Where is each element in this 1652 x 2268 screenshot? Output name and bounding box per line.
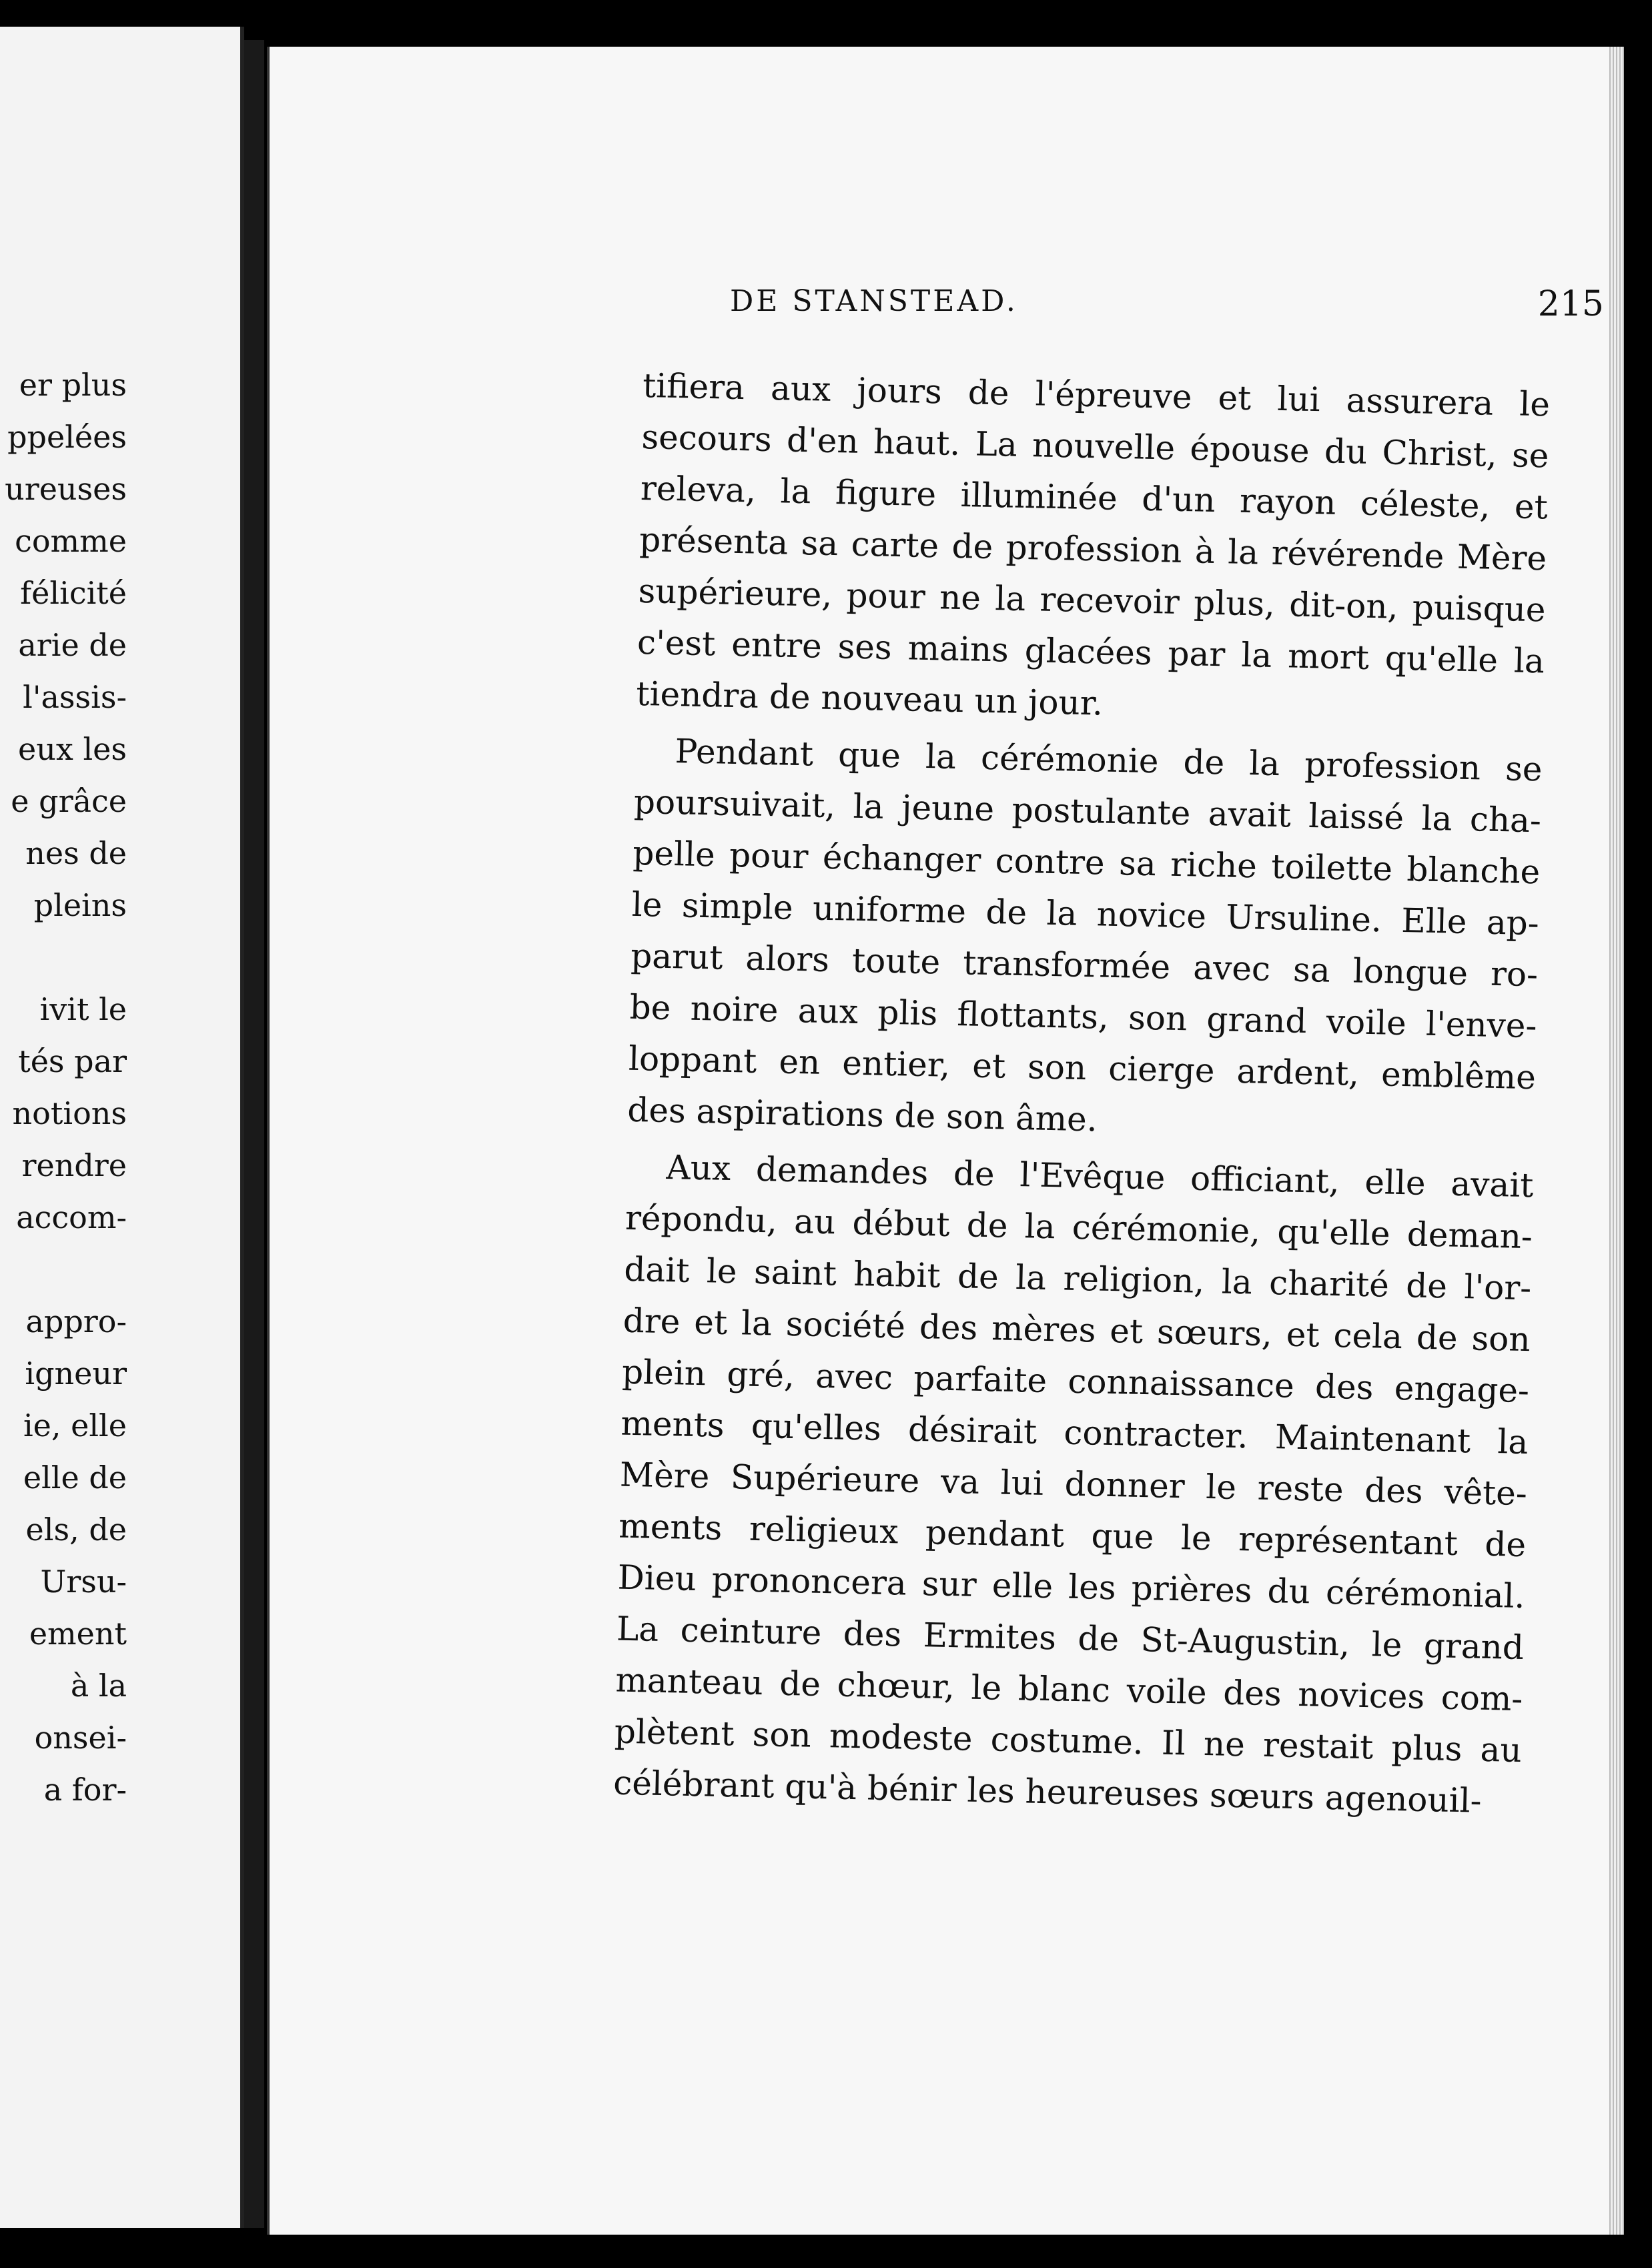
previous-page-line: ement bbox=[29, 1616, 127, 1652]
text-line: releva, la figure illuminée d'un rayon céleste, et bbox=[640, 468, 1549, 527]
previous-page-line: ureuses bbox=[5, 471, 127, 507]
running-header bbox=[730, 284, 1604, 338]
previous-page-line: igneur bbox=[25, 1355, 127, 1391]
text-line: plètent son modeste costume. Il ne restait plus au bbox=[614, 1712, 1523, 1770]
text-line: Mère Supérieure va lui donner le reste des vête- bbox=[619, 1455, 1528, 1514]
previous-page bbox=[0, 27, 244, 2228]
text-line: tifiera aux jours de l'épreuve et lui assurera le bbox=[642, 366, 1551, 424]
previous-page-line: ppelées bbox=[7, 419, 127, 455]
previous-page-line: nes de bbox=[25, 835, 127, 871]
previous-page-line: comme bbox=[15, 523, 127, 559]
text-line: tiendra de nouveau un jour. bbox=[635, 674, 1104, 723]
previous-page-line: ie, elle bbox=[23, 1407, 127, 1444]
previous-page-line: eux les bbox=[18, 731, 127, 767]
previous-page-line: a for- bbox=[43, 1772, 127, 1808]
running-title: DE STANSTEAD. bbox=[730, 284, 1018, 318]
previous-page-line: elle de bbox=[23, 1460, 127, 1496]
text-line: ments qu'elles désirait contracter. Maintenant la bbox=[621, 1403, 1529, 1462]
paragraph bbox=[627, 725, 1543, 1155]
text-line: Dieu prononcera sur elle les prières du cérémonial. bbox=[617, 1558, 1526, 1616]
previous-page-line: appro- bbox=[25, 1303, 127, 1339]
previous-page-gap bbox=[0, 931, 240, 983]
text-line: présenta sa carte de profession à la révérende Mère bbox=[639, 520, 1547, 578]
text-line: be noire aux plis flottants, son grand voile l'enve- bbox=[629, 987, 1537, 1046]
text-line: Aux demandes de l'Evêque officiant, elle avait bbox=[666, 1147, 1534, 1205]
text-line: répondu, au début de la cérémonie, qu'elle deman- bbox=[625, 1198, 1533, 1257]
previous-page-gap bbox=[0, 1243, 240, 1295]
text-line: La ceinture des Ermites de St-Augustin, le grand bbox=[616, 1609, 1525, 1668]
text-line: secours d'en haut. La nouvelle épouse du Christ, se bbox=[641, 417, 1549, 476]
previous-page-line: arie de bbox=[18, 627, 127, 663]
page-body bbox=[613, 360, 1551, 1828]
previous-page-line: à la bbox=[70, 1668, 127, 1704]
previous-page-line: rendre bbox=[21, 1147, 127, 1183]
current-page bbox=[267, 47, 1624, 2235]
previous-page-line: pleins bbox=[33, 887, 127, 923]
text-line: pelle pour échanger contre sa riche toilette blanche bbox=[632, 833, 1541, 892]
previous-page-line: l'assis- bbox=[23, 679, 127, 715]
text-line: ments religieux pendant que le représentant de bbox=[618, 1506, 1527, 1565]
text-line: Pendant que la cérémonie de la profession se bbox=[675, 732, 1543, 789]
previous-page-line: els, de bbox=[25, 1512, 127, 1548]
text-line: manteau de chœur, le blanc voile des novices com- bbox=[614, 1660, 1523, 1719]
text-line: c'est entre ses mains glacées par la mort qu'elle la bbox=[637, 622, 1545, 681]
page-number: 215 bbox=[1537, 284, 1604, 324]
text-line: parut alors toute transformée avec sa longue ro- bbox=[630, 936, 1539, 995]
previous-page-line: accom- bbox=[16, 1199, 127, 1235]
previous-page-line: notions bbox=[12, 1095, 127, 1131]
previous-page-line: félicité bbox=[20, 575, 127, 611]
previous-page-line: ivit le bbox=[39, 991, 127, 1027]
text-line: supérieure, pour ne la recevoir plus, dit-on, puisque bbox=[638, 571, 1547, 630]
text-line: dre et la société des mères et sœurs, et cela de son bbox=[623, 1301, 1531, 1359]
text-line: le simple uniforme de la novice Ursuline. Elle ap- bbox=[631, 885, 1540, 943]
previous-page-line: tés par bbox=[18, 1043, 127, 1079]
previous-page-text bbox=[0, 359, 240, 1816]
previous-page-line: Ursu- bbox=[40, 1564, 127, 1600]
text-line: des aspirations de son âme. bbox=[627, 1090, 1098, 1139]
previous-page-line: e grâce bbox=[11, 783, 127, 819]
text-line: plein gré, avec parfaite connaissance des engage- bbox=[621, 1352, 1530, 1411]
page-edge bbox=[1609, 47, 1624, 2235]
previous-page-line: onsei- bbox=[34, 1720, 127, 1756]
text-line: poursuivait, la jeune postulante avait laissé la cha- bbox=[633, 782, 1542, 840]
text-line: loppant en entier, et son cierge ardent, emblême bbox=[628, 1039, 1537, 1097]
text-line: dait le saint habit de la religion, la charité de l'or- bbox=[623, 1249, 1532, 1308]
text-line: célébrant qu'à bénir les heureuses sœurs agenouil- bbox=[612, 1763, 1483, 1820]
book-spine bbox=[244, 40, 264, 2228]
previous-page-line: er plus bbox=[19, 367, 127, 403]
paragraph bbox=[636, 360, 1551, 738]
paragraph bbox=[613, 1141, 1535, 1828]
